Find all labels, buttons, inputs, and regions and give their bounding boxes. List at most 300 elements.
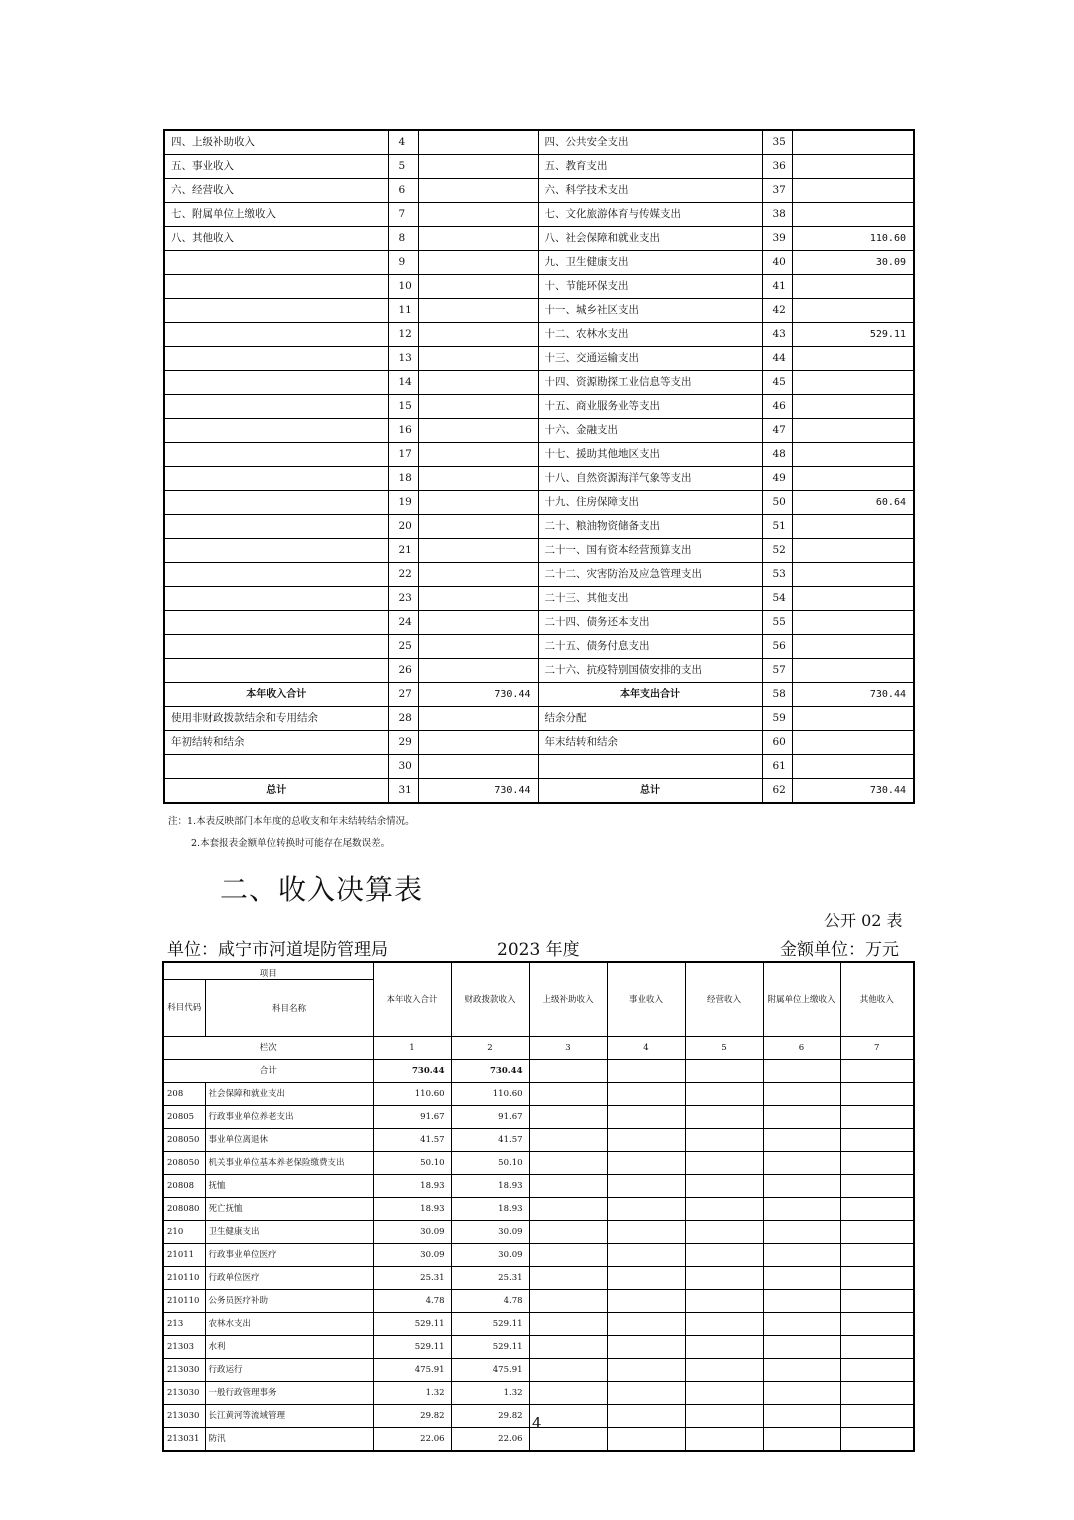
right-item-label: 十五、商业服务业等支出 [538, 395, 762, 419]
income-row [163, 1175, 914, 1198]
business-income-value [607, 1382, 685, 1405]
summary-row [164, 491, 914, 515]
subject-name: 行政事业单位养老支出 [205, 1106, 373, 1129]
operating-income-value [685, 1313, 763, 1336]
right-item-label: 八、社会保障和就业支出 [538, 227, 762, 251]
summary-row [164, 419, 914, 443]
right-item-label: 十二、农林水支出 [538, 323, 762, 347]
affiliated-income-value [763, 1221, 840, 1244]
left-item-label [164, 755, 388, 779]
subject-name: 行政运行 [205, 1359, 373, 1382]
right-item-label: 二十五、债务付息支出 [538, 635, 762, 659]
left-row-number: 10 [388, 275, 418, 299]
col-num-7: 7 [840, 1037, 914, 1060]
right-row-number: 53 [762, 563, 792, 587]
page-number: 4 [532, 1414, 542, 1432]
left-item-label: 年初结转和结余 [164, 731, 388, 755]
right-amount [792, 299, 914, 323]
subject-code: 213030 [163, 1382, 205, 1405]
affiliated-income-value [763, 1106, 840, 1129]
col-header-6: 附属单位上缴收入 [763, 962, 840, 1037]
col-num-6: 6 [763, 1037, 840, 1060]
business-income-value [607, 1267, 685, 1290]
total-income-value: 50.10 [373, 1152, 451, 1175]
total-income-value: 18.93 [373, 1175, 451, 1198]
right-amount [792, 635, 914, 659]
fiscal-appropriation-value: 91.67 [451, 1106, 529, 1129]
fiscal-appropriation-value: 22.06 [451, 1428, 529, 1452]
business-income-value [607, 1359, 685, 1382]
left-row-number: 8 [388, 227, 418, 251]
total-income-value: 475.91 [373, 1359, 451, 1382]
left-amount [418, 563, 538, 587]
left-amount [418, 227, 538, 251]
left-amount [418, 130, 538, 155]
other-income-value [840, 1106, 914, 1129]
left-amount [418, 707, 538, 731]
fiscal-appropriation-value: 110.60 [451, 1083, 529, 1106]
left-item-label: 总计 [164, 779, 388, 804]
left-row-number: 29 [388, 731, 418, 755]
income-table-body [163, 1083, 914, 1452]
left-item-label [164, 395, 388, 419]
superior-subsidy-value [529, 1198, 607, 1221]
summary-row [164, 563, 914, 587]
table-note-2: 2.本套报表金额单位转换时可能存在尾数误差。 [191, 838, 391, 849]
left-item-label: 本年收入合计 [164, 683, 388, 707]
left-amount [418, 731, 538, 755]
summary-row [164, 347, 914, 371]
subject-code: 21303 [163, 1336, 205, 1359]
income-row [163, 1106, 914, 1129]
subject-name: 农林水支出 [205, 1313, 373, 1336]
operating-income-value [685, 1152, 763, 1175]
left-amount [418, 515, 538, 539]
col-header-2: 财政拨款收入 [451, 962, 529, 1037]
left-item-label: 使用非财政拨款结余和专用结余 [164, 707, 388, 731]
right-row-number: 54 [762, 587, 792, 611]
fiscal-appropriation-value: 18.93 [451, 1198, 529, 1221]
operating-income-value [685, 1175, 763, 1198]
superior-subsidy-value [529, 1336, 607, 1359]
operating-income-value [685, 1083, 763, 1106]
subject-code: 210110 [163, 1290, 205, 1313]
code-header: 科目代码 [163, 980, 205, 1037]
subject-code: 208080 [163, 1198, 205, 1221]
operating-income-value [685, 1428, 763, 1452]
right-row-number: 60 [762, 731, 792, 755]
right-row-number: 46 [762, 395, 792, 419]
subject-name: 长江黄河等流域管理 [205, 1405, 373, 1428]
affiliated-income-value [763, 1313, 840, 1336]
fiscal-appropriation-value: 30.09 [451, 1221, 529, 1244]
col-header-5: 经营收入 [685, 962, 763, 1037]
operating-income-value [685, 1198, 763, 1221]
left-row-number: 15 [388, 395, 418, 419]
right-item-label: 二十三、其他支出 [538, 587, 762, 611]
affiliated-income-value [763, 1175, 840, 1198]
col-num-5: 5 [685, 1037, 763, 1060]
col-num-2: 2 [451, 1037, 529, 1060]
project-header: 项目 [163, 962, 373, 980]
summary-row [164, 227, 914, 251]
right-row-number: 61 [762, 755, 792, 779]
right-amount [792, 587, 914, 611]
right-amount: 110.60 [792, 227, 914, 251]
total-income-value: 18.93 [373, 1198, 451, 1221]
left-row-number: 7 [388, 203, 418, 227]
subject-name: 卫生健康支出 [205, 1221, 373, 1244]
right-row-number: 62 [762, 779, 792, 804]
right-amount [792, 347, 914, 371]
right-row-number: 52 [762, 539, 792, 563]
right-item-label: 十一、城乡社区支出 [538, 299, 762, 323]
business-income-value [607, 1083, 685, 1106]
left-row-number: 26 [388, 659, 418, 683]
business-income-value [607, 1175, 685, 1198]
operating-income-value [685, 1129, 763, 1152]
left-item-label: 七、附属单位上缴收入 [164, 203, 388, 227]
right-row-number: 49 [762, 467, 792, 491]
left-row-number: 22 [388, 563, 418, 587]
right-amount [792, 203, 914, 227]
right-amount [792, 419, 914, 443]
subject-name: 事业单位离退休 [205, 1129, 373, 1152]
total-income-value: 41.57 [373, 1129, 451, 1152]
income-row [163, 1267, 914, 1290]
right-item-label: 二十一、国有资本经营预算支出 [538, 539, 762, 563]
left-item-label [164, 659, 388, 683]
income-row [163, 1129, 914, 1152]
affiliated-income-value [763, 1152, 840, 1175]
left-amount: 730.44 [418, 779, 538, 804]
summary-row [164, 635, 914, 659]
left-item-label [164, 635, 388, 659]
right-amount: 30.09 [792, 251, 914, 275]
left-row-number: 25 [388, 635, 418, 659]
other-income-value [840, 1175, 914, 1198]
right-row-number: 57 [762, 659, 792, 683]
right-amount [792, 539, 914, 563]
subject-code: 210110 [163, 1267, 205, 1290]
fiscal-appropriation-value: 4.78 [451, 1290, 529, 1313]
summary-row [164, 130, 914, 155]
left-row-number: 17 [388, 443, 418, 467]
other-income-value [840, 1244, 914, 1267]
superior-subsidy-value [529, 1244, 607, 1267]
summary-row [164, 539, 914, 563]
right-row-number: 51 [762, 515, 792, 539]
left-row-number: 20 [388, 515, 418, 539]
left-row-number: 23 [388, 587, 418, 611]
subject-name: 死亡抚恤 [205, 1198, 373, 1221]
right-item-label: 二十四、债务还本支出 [538, 611, 762, 635]
left-amount: 730.44 [418, 683, 538, 707]
right-item-label: 十四、资源勘探工业信息等支出 [538, 371, 762, 395]
operating-income-value [685, 1244, 763, 1267]
total-income-value: 30.09 [373, 1221, 451, 1244]
left-row-number: 5 [388, 155, 418, 179]
subject-name: 水利 [205, 1336, 373, 1359]
summary-row [164, 467, 914, 491]
left-amount [418, 371, 538, 395]
left-amount [418, 203, 538, 227]
left-amount [418, 659, 538, 683]
left-amount [418, 467, 538, 491]
left-amount [418, 587, 538, 611]
subject-code: 20805 [163, 1106, 205, 1129]
left-item-label: 六、经营收入 [164, 179, 388, 203]
right-row-number: 50 [762, 491, 792, 515]
left-amount [418, 395, 538, 419]
subject-code: 21011 [163, 1244, 205, 1267]
right-item-label: 十六、金融支出 [538, 419, 762, 443]
income-row [163, 1313, 914, 1336]
summary-row [164, 707, 914, 731]
left-row-number: 16 [388, 419, 418, 443]
income-row [163, 1359, 914, 1382]
other-income-value [840, 1152, 914, 1175]
col-header-7: 其他收入 [840, 962, 914, 1037]
total-income-value: 30.09 [373, 1244, 451, 1267]
left-amount [418, 299, 538, 323]
summary-row [164, 251, 914, 275]
right-item-label: 总计 [538, 779, 762, 804]
total-income-value: 22.06 [373, 1428, 451, 1452]
left-row-number: 27 [388, 683, 418, 707]
summary-row [164, 779, 914, 804]
summary-row [164, 275, 914, 299]
operating-income-value [685, 1336, 763, 1359]
right-item-label: 结余分配 [538, 707, 762, 731]
left-amount [418, 419, 538, 443]
fiscal-appropriation-value: 41.57 [451, 1129, 529, 1152]
name-header: 科目名称 [205, 980, 373, 1037]
other-income-value [840, 1405, 914, 1428]
left-amount [418, 755, 538, 779]
right-row-number: 35 [762, 130, 792, 155]
left-row-number: 13 [388, 347, 418, 371]
left-amount [418, 323, 538, 347]
left-item-label [164, 539, 388, 563]
other-income-value [840, 1336, 914, 1359]
affiliated-income-value [763, 1428, 840, 1452]
right-row-number: 38 [762, 203, 792, 227]
subject-code: 208 [163, 1083, 205, 1106]
superior-subsidy-value [529, 1152, 607, 1175]
right-row-number: 45 [762, 371, 792, 395]
superior-subsidy-value [529, 1083, 607, 1106]
left-amount [418, 635, 538, 659]
right-item-label: 七、文化旅游体育与传媒支出 [538, 203, 762, 227]
business-income-value [607, 1221, 685, 1244]
affiliated-income-value [763, 1267, 840, 1290]
total-value-1: 730.44 [373, 1060, 451, 1083]
superior-subsidy-value [529, 1221, 607, 1244]
affiliated-income-value [763, 1359, 840, 1382]
right-item-label: 六、科学技术支出 [538, 179, 762, 203]
total-income-value: 25.31 [373, 1267, 451, 1290]
subject-code: 213 [163, 1313, 205, 1336]
subject-code: 213030 [163, 1405, 205, 1428]
right-item-label: 二十、粮油物资储备支出 [538, 515, 762, 539]
other-income-value [840, 1129, 914, 1152]
right-amount [792, 130, 914, 155]
right-amount: 730.44 [792, 779, 914, 804]
income-row [163, 1152, 914, 1175]
left-amount [418, 179, 538, 203]
col-header-3: 上级补助收入 [529, 962, 607, 1037]
col-num-4: 4 [607, 1037, 685, 1060]
right-amount [792, 731, 914, 755]
left-item-label: 五、事业收入 [164, 155, 388, 179]
right-row-number: 41 [762, 275, 792, 299]
affiliated-income-value [763, 1129, 840, 1152]
right-row-number: 43 [762, 323, 792, 347]
fiscal-appropriation-value: 18.93 [451, 1175, 529, 1198]
summary-row [164, 395, 914, 419]
income-expense-summary-table [163, 129, 915, 804]
income-row [163, 1221, 914, 1244]
business-income-value [607, 1244, 685, 1267]
fiscal-appropriation-value: 529.11 [451, 1336, 529, 1359]
right-amount [792, 563, 914, 587]
section-heading: 二、收入决算表 [220, 873, 424, 906]
left-item-label [164, 299, 388, 323]
right-row-number: 40 [762, 251, 792, 275]
left-item-label: 八、其他收入 [164, 227, 388, 251]
summary-row [164, 155, 914, 179]
summary-row [164, 683, 914, 707]
fiscal-appropriation-value: 25.31 [451, 1267, 529, 1290]
business-income-value [607, 1106, 685, 1129]
total-income-value: 529.11 [373, 1336, 451, 1359]
other-income-value [840, 1359, 914, 1382]
right-amount [792, 371, 914, 395]
left-item-label [164, 371, 388, 395]
subject-name: 防汛 [205, 1428, 373, 1452]
fiscal-appropriation-value: 30.09 [451, 1244, 529, 1267]
superior-subsidy-value [529, 1382, 607, 1405]
fiscal-appropriation-value: 29.82 [451, 1405, 529, 1428]
left-item-label [164, 419, 388, 443]
summary-row [164, 299, 914, 323]
right-amount [792, 179, 914, 203]
income-row [163, 1382, 914, 1405]
left-row-number: 9 [388, 251, 418, 275]
right-row-number: 56 [762, 635, 792, 659]
right-row-number: 47 [762, 419, 792, 443]
subject-code: 210 [163, 1221, 205, 1244]
right-item-label: 四、公共安全支出 [538, 130, 762, 155]
right-amount [792, 395, 914, 419]
other-income-value [840, 1428, 914, 1452]
right-item-label: 十九、住房保障支出 [538, 491, 762, 515]
subject-name: 社会保障和就业支出 [205, 1083, 373, 1106]
right-row-number: 48 [762, 443, 792, 467]
right-row-number: 58 [762, 683, 792, 707]
fiscal-appropriation-value: 1.32 [451, 1382, 529, 1405]
right-amount [792, 443, 914, 467]
table-note-1: 注：1.本表反映部门本年度的总收支和年末结转结余情况。 [168, 816, 415, 827]
col-num-3: 3 [529, 1037, 607, 1060]
left-row-number: 11 [388, 299, 418, 323]
left-row-number: 30 [388, 755, 418, 779]
subject-name: 一般行政管理事务 [205, 1382, 373, 1405]
summary-row [164, 203, 914, 227]
business-income-value [607, 1428, 685, 1452]
fiscal-appropriation-value: 475.91 [451, 1359, 529, 1382]
left-item-label [164, 443, 388, 467]
income-row [163, 1244, 914, 1267]
left-amount [418, 155, 538, 179]
summary-row [164, 371, 914, 395]
affiliated-income-value [763, 1198, 840, 1221]
superior-subsidy-value [529, 1359, 607, 1382]
subject-name: 抚恤 [205, 1175, 373, 1198]
right-item-label: 十八、自然资源海洋气象等支出 [538, 467, 762, 491]
operating-income-value [685, 1290, 763, 1313]
operating-income-value [685, 1405, 763, 1428]
affiliated-income-value [763, 1382, 840, 1405]
left-item-label [164, 467, 388, 491]
left-item-label [164, 275, 388, 299]
right-row-number: 39 [762, 227, 792, 251]
left-amount [418, 275, 538, 299]
business-income-value [607, 1198, 685, 1221]
left-amount [418, 491, 538, 515]
left-item-label: 四、上级补助收入 [164, 130, 388, 155]
other-income-value [840, 1221, 914, 1244]
other-income-value [840, 1313, 914, 1336]
right-item-label: 五、教育支出 [538, 155, 762, 179]
left-amount [418, 539, 538, 563]
summary-row [164, 611, 914, 635]
income-row [163, 1083, 914, 1106]
total-value-2: 730.44 [451, 1060, 529, 1083]
right-amount [792, 155, 914, 179]
subject-code: 20808 [163, 1175, 205, 1198]
income-row [163, 1290, 914, 1313]
col-num-1: 1 [373, 1037, 451, 1060]
left-amount [418, 251, 538, 275]
fiscal-appropriation-value: 529.11 [451, 1313, 529, 1336]
left-row-number: 6 [388, 179, 418, 203]
operating-income-value [685, 1267, 763, 1290]
left-item-label [164, 587, 388, 611]
affiliated-income-value [763, 1405, 840, 1428]
right-item-label [538, 755, 762, 779]
lanci-label: 栏次 [163, 1037, 373, 1060]
affiliated-income-value [763, 1083, 840, 1106]
affiliated-income-value [763, 1290, 840, 1313]
summary-row [164, 659, 914, 683]
left-row-number: 12 [388, 323, 418, 347]
fiscal-appropriation-value: 50.10 [451, 1152, 529, 1175]
left-item-label [164, 611, 388, 635]
summary-table-body [164, 130, 914, 803]
right-amount [792, 707, 914, 731]
right-item-label: 本年支出合计 [538, 683, 762, 707]
right-item-label: 年末结转和结余 [538, 731, 762, 755]
subject-code: 208050 [163, 1152, 205, 1175]
superior-subsidy-value [529, 1313, 607, 1336]
subject-name: 行政单位医疗 [205, 1267, 373, 1290]
business-income-value [607, 1313, 685, 1336]
fiscal-year: 2023 年度 [497, 940, 580, 960]
subject-code: 213031 [163, 1428, 205, 1452]
right-amount [792, 755, 914, 779]
